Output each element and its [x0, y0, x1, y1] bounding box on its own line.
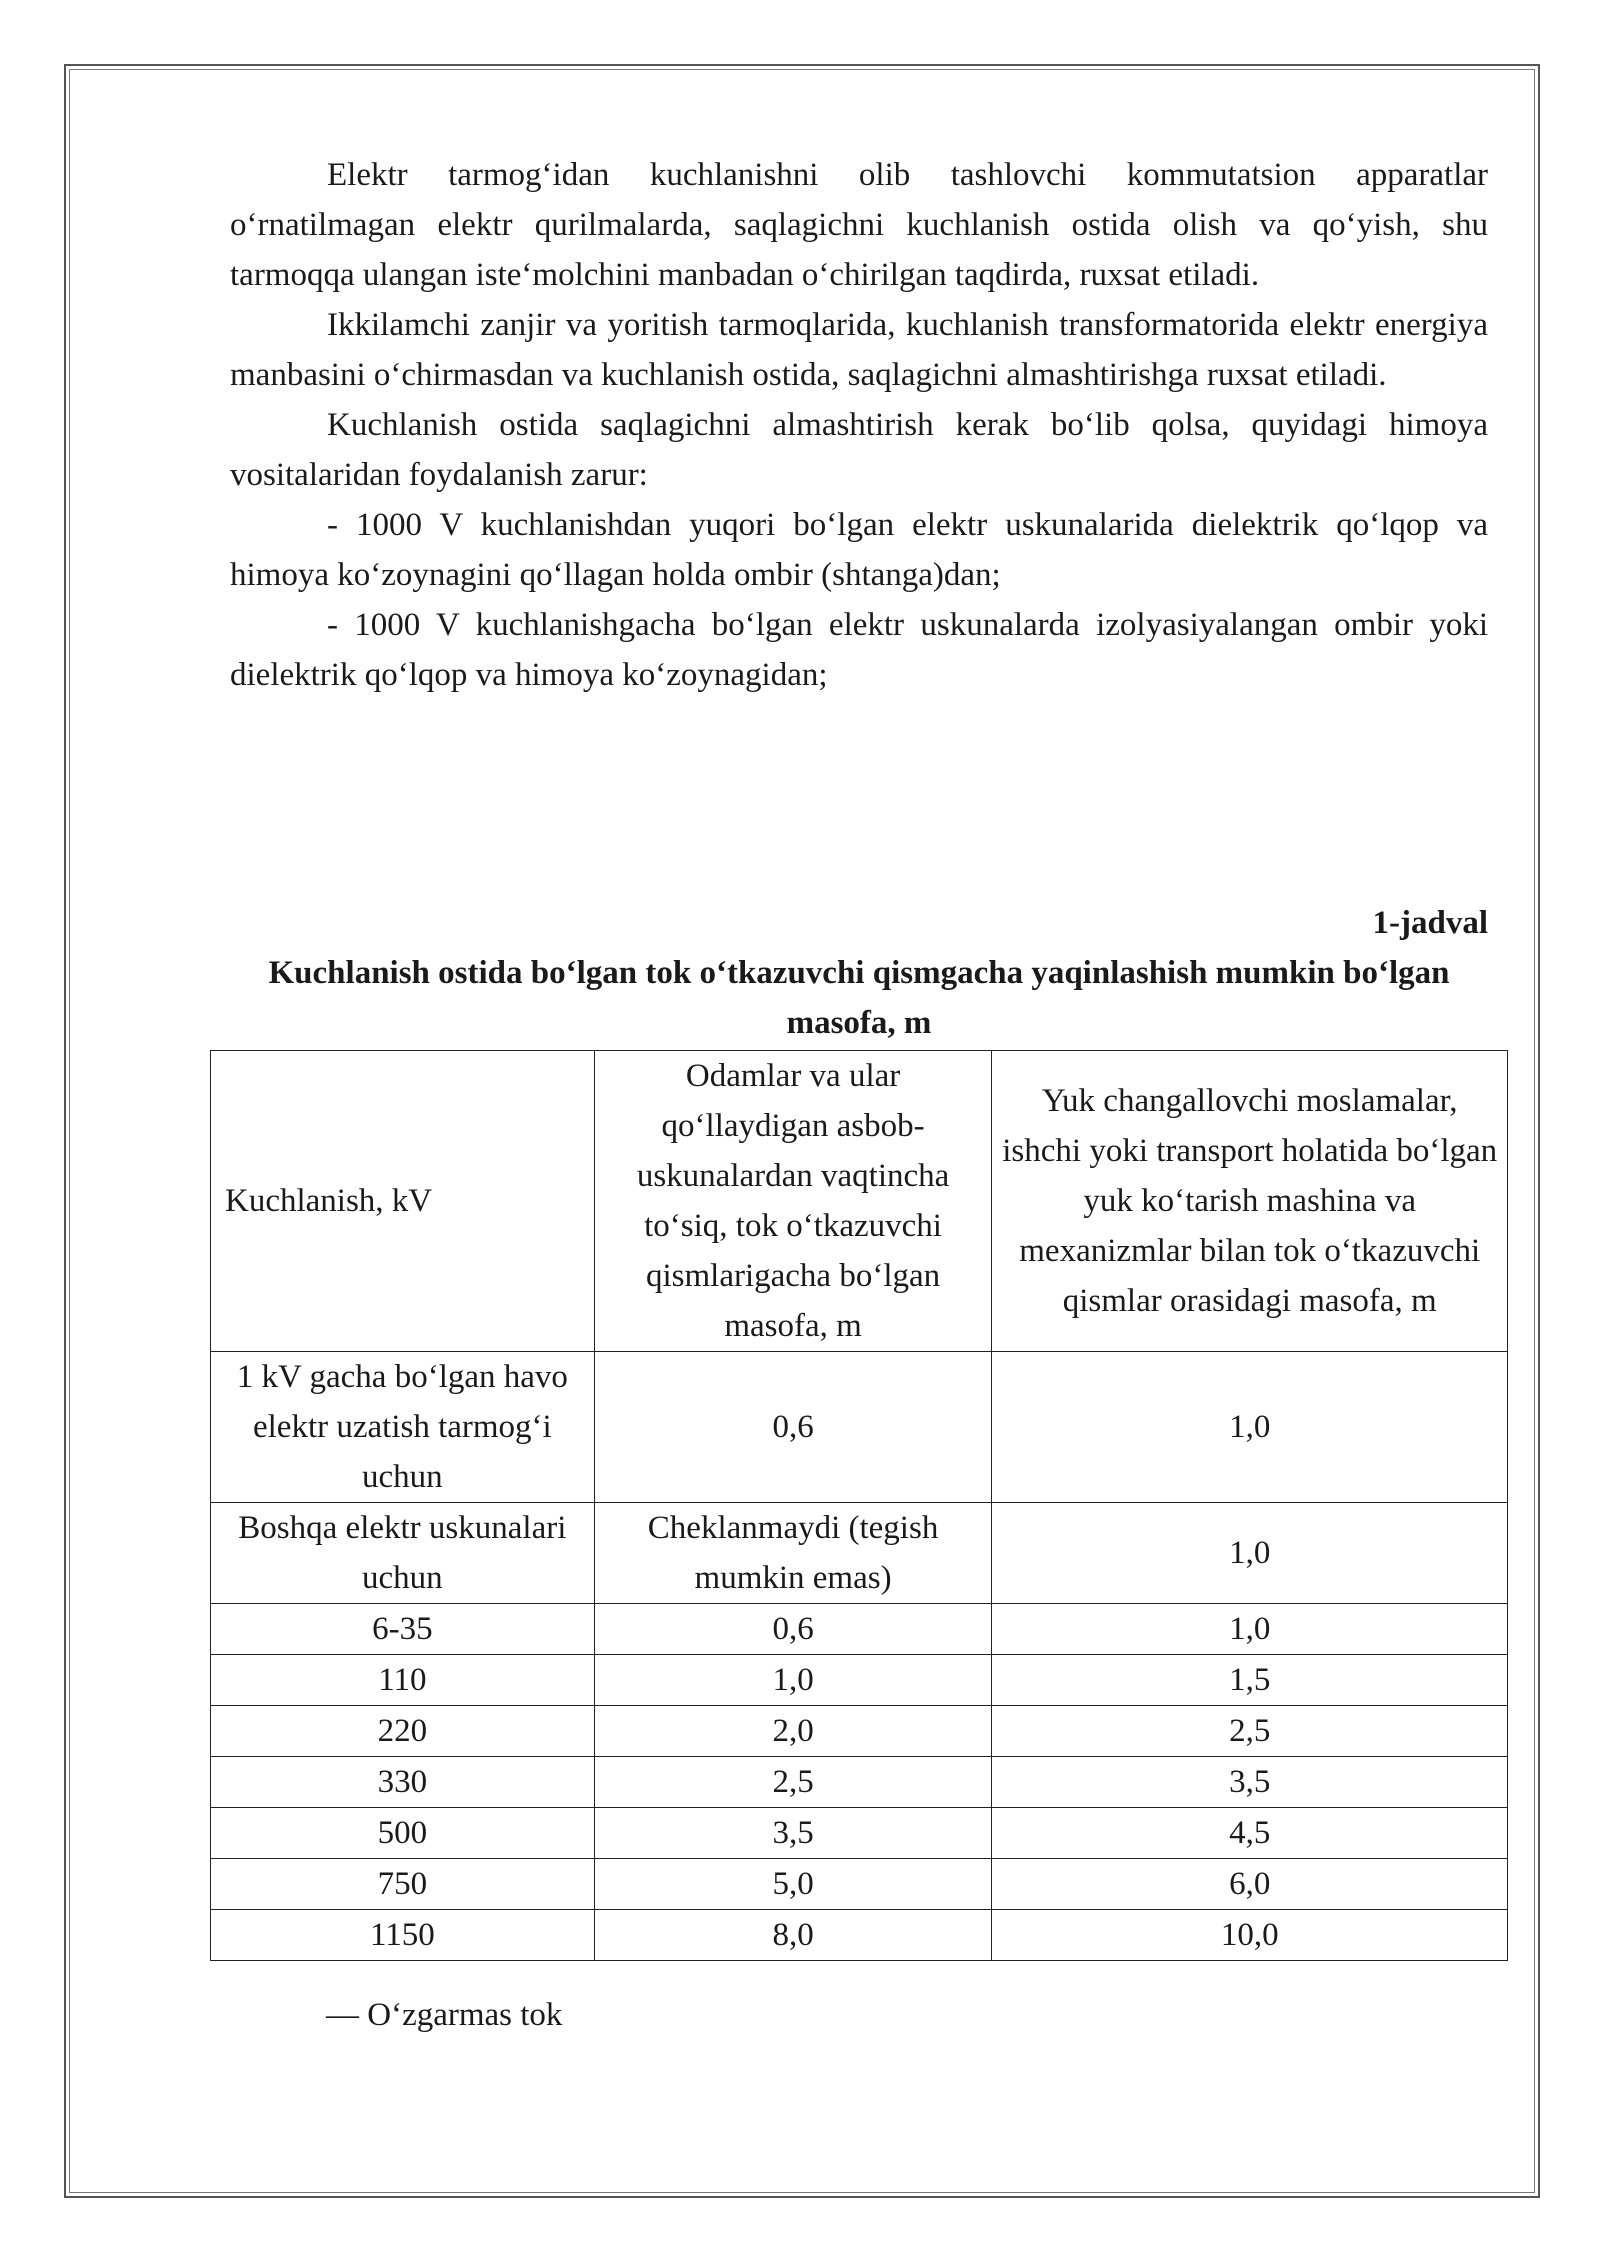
header-people-distance: Odamlar va ular qo‘llaydigan asbob-uskunalardan vaqtincha to‘siq, tok o‘tkazuvchi qismlarigacha bo‘lgan masofa, m [594, 1051, 992, 1352]
cell-machine-distance: 10,0 [992, 1910, 1508, 1961]
table-title: Kuchlanish ostida bo‘lgan tok o‘tkazuvchi qismgacha yaqinlashish mumkin bo‘lgan masofa, m [268, 955, 1450, 1041]
table-row [211, 1757, 1508, 1808]
table-row [211, 1352, 1508, 1503]
cell-machine-distance: 1,0 [992, 1604, 1508, 1655]
cell-machine-distance: 6,0 [992, 1859, 1508, 1910]
table-row [211, 1910, 1508, 1961]
paragraph: Elektr tarmog‘idan kuchlanishni olib tashlovchi kommutatsion apparatlar o‘rnatilmagan elektr qurilmalarda, saqlagichni kuchlanish ostida olish va qo‘yish, shu tarmoqqa ulangan iste‘molchini manbadan o‘chirilgan taqdirda, ruxsat etiladi. [230, 157, 1488, 293]
cell-people-distance: 0,6 [594, 1604, 992, 1655]
cell-people-distance: 5,0 [594, 1859, 992, 1910]
cell-people-distance: Cheklanmaydi (tegish mumkin emas) [594, 1503, 992, 1604]
cell-machine-distance: 1,5 [992, 1655, 1508, 1706]
cell-voltage: 1150 [211, 1910, 595, 1961]
cell-voltage: 750 [211, 1859, 595, 1910]
table-row [211, 1655, 1508, 1706]
cell-voltage: 500 [211, 1808, 595, 1859]
distance-table [210, 1050, 1508, 1961]
cell-people-distance: 8,0 [594, 1910, 992, 1961]
table-header-row [211, 1051, 1508, 1352]
cell-machine-distance: 1,0 [992, 1503, 1508, 1604]
list-item: - 1000 V kuchlanishgacha bo‘lgan elektr uskunalarda izolyasiyalangan ombir yoki dielektrik qo‘lqop va himoya ko‘zoynagidan; [230, 607, 1488, 693]
cell-people-distance: 2,0 [594, 1706, 992, 1757]
cell-machine-distance: 1,0 [992, 1352, 1508, 1503]
footnote: — O‘zgarmas tok [326, 1997, 563, 2033]
cell-people-distance: 0,6 [594, 1352, 992, 1503]
cell-voltage: 110 [211, 1655, 595, 1706]
header-machine-distance: Yuk changallovchi moslamalar, ishchi yoki transport holatida bo‘lgan yuk ko‘tarish mashina va mexanizmlar bilan tok o‘tkazuvchi qismlar orasidagi masofa, m [992, 1051, 1508, 1352]
table-row [211, 1859, 1508, 1910]
cell-machine-distance: 4,5 [992, 1808, 1508, 1859]
table-row [211, 1503, 1508, 1604]
cell-voltage: 6-35 [211, 1604, 595, 1655]
header-voltage: Kuchlanish, kV [211, 1051, 595, 1352]
list-item: - 1000 V kuchlanishdan yuqori bo‘lgan elektr uskunalarida dielektrik qo‘lqop va himoya ko‘zoynagini qo‘llagan holda ombir (shtanga)dan; [230, 507, 1488, 593]
cell-voltage: Boshqa elektr uskunalari uchun [211, 1503, 595, 1604]
cell-voltage: 330 [211, 1757, 595, 1808]
cell-machine-distance: 2,5 [992, 1706, 1508, 1757]
cell-voltage: 220 [211, 1706, 595, 1757]
cell-machine-distance: 3,5 [992, 1757, 1508, 1808]
table-row [211, 1706, 1508, 1757]
paragraph: Kuchlanish ostida saqlagichni almashtirish kerak bo‘lib qolsa, quyidagi himoya vositalaridan foydalanish zarur: [230, 407, 1488, 493]
table-row [211, 1604, 1508, 1655]
table-number: 1-jadval [1372, 905, 1488, 941]
cell-people-distance: 2,5 [594, 1757, 992, 1808]
paragraph: Ikkilamchi zanjir va yoritish tarmoqlarida, kuchlanish transformatorida elektr energiya manbasini o‘chirmasdan va kuchlanish ostida, saqlagichni almashtirishga ruxsat etiladi. [230, 307, 1488, 393]
cell-people-distance: 3,5 [594, 1808, 992, 1859]
table-row [211, 1808, 1508, 1859]
cell-people-distance: 1,0 [594, 1655, 992, 1706]
body-text [230, 150, 1488, 700]
cell-voltage: 1 kV gacha bo‘lgan havo elektr uzatish tarmog‘i uchun [211, 1352, 595, 1503]
